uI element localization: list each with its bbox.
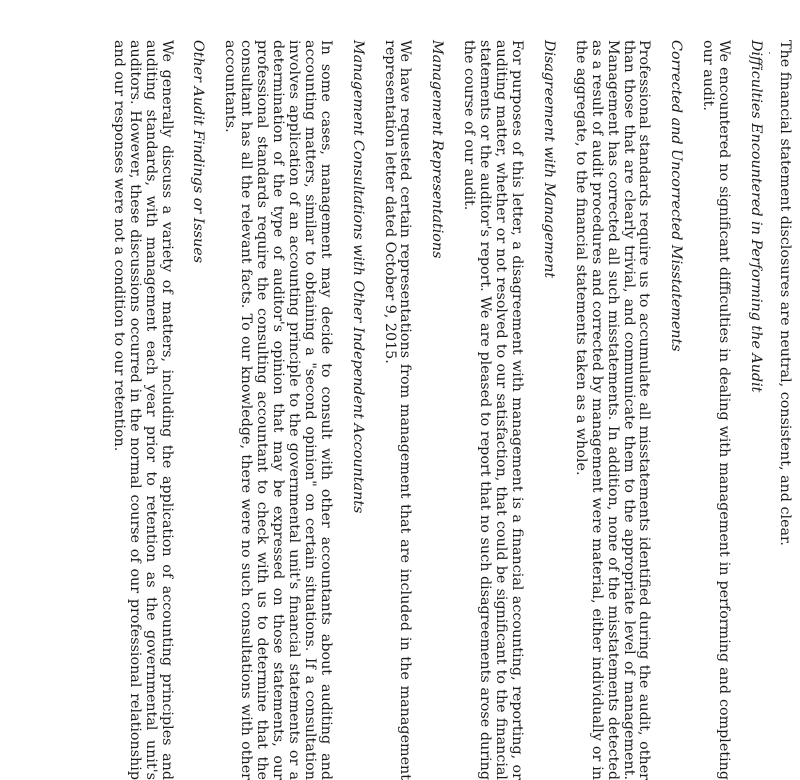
other-findings-paragraph: We generally discuss a variety of matters, including the application of accounting principles and auditing standards, with management each year prior to retention as the governmental unit's auditors. However, these discussions occurred in the normal course of our professional relationship and our responses were not a condition to our retention. bbox=[110, 40, 175, 780]
disagreement-paragraph: For purposes of this letter, a disagreement with management is a financial accounting, reporting, or auditing matter, whether or not resolved to our satisfaction, that could be significant to the financial statements or the auditor's report. We are pleased to report that no such disagreements arose during the course of our audit. bbox=[461, 40, 526, 780]
representations-paragraph: We have requested certain representations from management that are included in the management representation letter dated October 9, 2015. bbox=[381, 40, 414, 780]
consultations-paragraph: In some cases, management may decide to consult with other accountants about auditing and accounting matters, similar to obtaining a "second opinion" on certain situations. If a consultation involves application of an accounting principle to the governmental unit's financial statements or a determination of the type of auditor's opinion that may be expressed on those statements, our professional standards require the consulting accountant to check with us to determine that the consultant has all the relevant facts. To our knowledge, there were no such consultations with other accountants. bbox=[222, 40, 334, 780]
difficulties-heading: Difficulties Encountered in Performing the Audit bbox=[748, 40, 765, 393]
other-findings-heading: Other Audit Findings or Issues bbox=[190, 40, 207, 264]
document-body bbox=[94, 40, 792, 780]
misstatements-heading: Corrected and Uncorrected Misstatements bbox=[668, 40, 685, 352]
consultations-heading: Management Consultations with Other Independent Accountants bbox=[349, 40, 366, 514]
misstatements-paragraph: Professional standards require us to accumulate all misstatements identified during the audit, other than those that are clearly trivial, and communicate them to the appropriate level of management. Management has corrected all such misstatements. In addition, none of the misstatements detected as a result of audit procedures and corrected by management were material, either individually or in the aggregate, to the financial statements taken as a whole. bbox=[572, 40, 653, 780]
representations-heading: Management Representations bbox=[429, 40, 446, 259]
disclosures-paragraph: The financial statement disclosures are neutral, consistent, and clear. bbox=[777, 40, 793, 546]
difficulties-paragraph: We encountered no significant difficulties in dealing with management in performing and completing our audit. bbox=[700, 40, 733, 780]
disagreement-heading: Disagreement with Management bbox=[540, 40, 557, 279]
